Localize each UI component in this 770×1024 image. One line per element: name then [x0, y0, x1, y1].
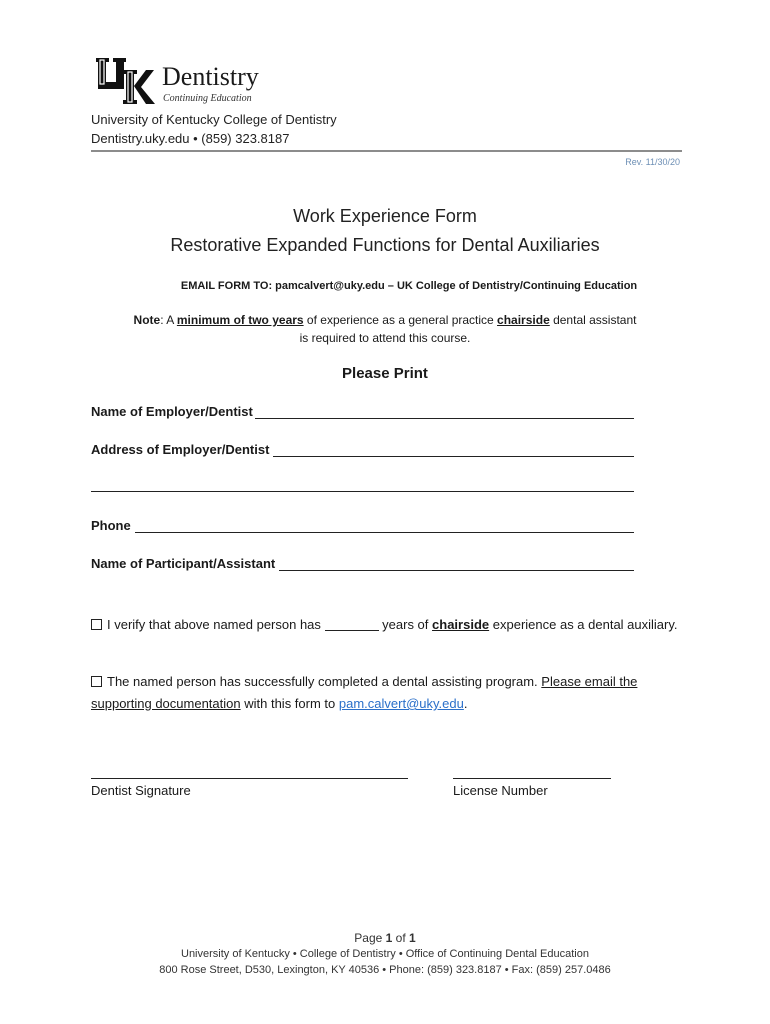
phone-label: Phone — [91, 518, 131, 533]
note-mid: of experience as a general practice — [303, 313, 498, 327]
note-block — [0, 311, 770, 347]
dentist-signature-label: Dentist Signature — [91, 783, 191, 798]
address-line-2[interactable] — [91, 491, 634, 492]
participant-line[interactable] — [279, 556, 634, 571]
employer-field[interactable] — [91, 401, 634, 419]
completed-mid: with this form to — [244, 696, 336, 711]
license-number-line[interactable] — [453, 778, 611, 779]
address-label: Address of Employer/Dentist — [91, 442, 270, 457]
note-label: Note — [133, 313, 161, 327]
note-pre: : A — [160, 313, 177, 327]
verify-post: experience as a dental auxiliary. — [492, 617, 678, 632]
verify-chairside: chairside — [432, 617, 490, 632]
please-print-heading: Please Print — [342, 365, 428, 382]
completed-statement — [91, 671, 681, 715]
verify-statement — [91, 614, 681, 636]
note-min-years: minimum of two years — [176, 313, 304, 327]
uk-dentistry-logo — [96, 56, 286, 106]
page-label: Page — [354, 931, 383, 945]
page-indicator — [0, 930, 770, 946]
participant-field[interactable] — [91, 553, 634, 571]
verify-checkbox[interactable] — [91, 619, 102, 630]
address-line[interactable] — [273, 442, 634, 457]
revision-date: Rev. 11/30/20 — [625, 157, 680, 167]
logo-wordmark: Dentistry — [162, 62, 259, 91]
form-subtitle: Restorative Expanded Functions for Dental Auxiliaries — [170, 235, 600, 255]
phone-field[interactable] — [91, 515, 634, 533]
dentist-signature-line[interactable] — [91, 778, 408, 779]
header-divider — [91, 150, 682, 152]
email-instruction: EMAIL FORM TO: pamcalvert@uky.edu – UK College of Dentistry/Continuing Education — [180, 280, 638, 292]
completed-end: . — [463, 696, 468, 711]
completed-checkbox[interactable] — [91, 676, 102, 687]
footer-address-line: 800 Rose Street, D530, Lexington, KY 40536 • Phone: (859) 323.8187 • Fax: (859) 257.0486 — [159, 964, 611, 976]
page-number: 1 — [385, 931, 393, 945]
years-blank[interactable] — [325, 618, 379, 631]
note-line-2: is required to attend this course. — [299, 331, 471, 345]
form-title: Work Experience Form — [293, 206, 477, 226]
license-number-label: License Number — [453, 783, 548, 798]
completed-instruction: Please email the supporting documentation — [91, 674, 638, 711]
page-total: 1 — [409, 931, 416, 945]
employer-line[interactable] — [255, 404, 634, 419]
contact-line: Dentistry.uky.edu • (859) 323.8187 — [91, 131, 290, 146]
page-of: of — [395, 931, 406, 945]
org-line: University of Kentucky College of Dentistry — [91, 112, 337, 127]
note-line-1 — [0, 311, 770, 329]
phone-line[interactable] — [135, 518, 634, 533]
note-post: dental assistant — [549, 313, 637, 327]
verify-mid: years of — [382, 617, 429, 632]
footer-org-line: University of Kentucky • College of Dentistry • Office of Continuing Dental Education — [181, 948, 589, 960]
logo-subtitle: Continuing Education — [163, 93, 252, 104]
verify-pre: I verify that above named person has — [107, 617, 321, 632]
contact-email-link[interactable]: pam.calvert@uky.edu — [338, 696, 464, 711]
completed-pre: The named person has successfully completed a dental assisting program. — [107, 674, 538, 689]
note-chairside: chairside — [497, 313, 550, 327]
participant-label: Name of Participant/Assistant — [91, 556, 276, 571]
employer-label: Name of Employer/Dentist — [91, 404, 253, 419]
address-field[interactable] — [91, 439, 634, 457]
